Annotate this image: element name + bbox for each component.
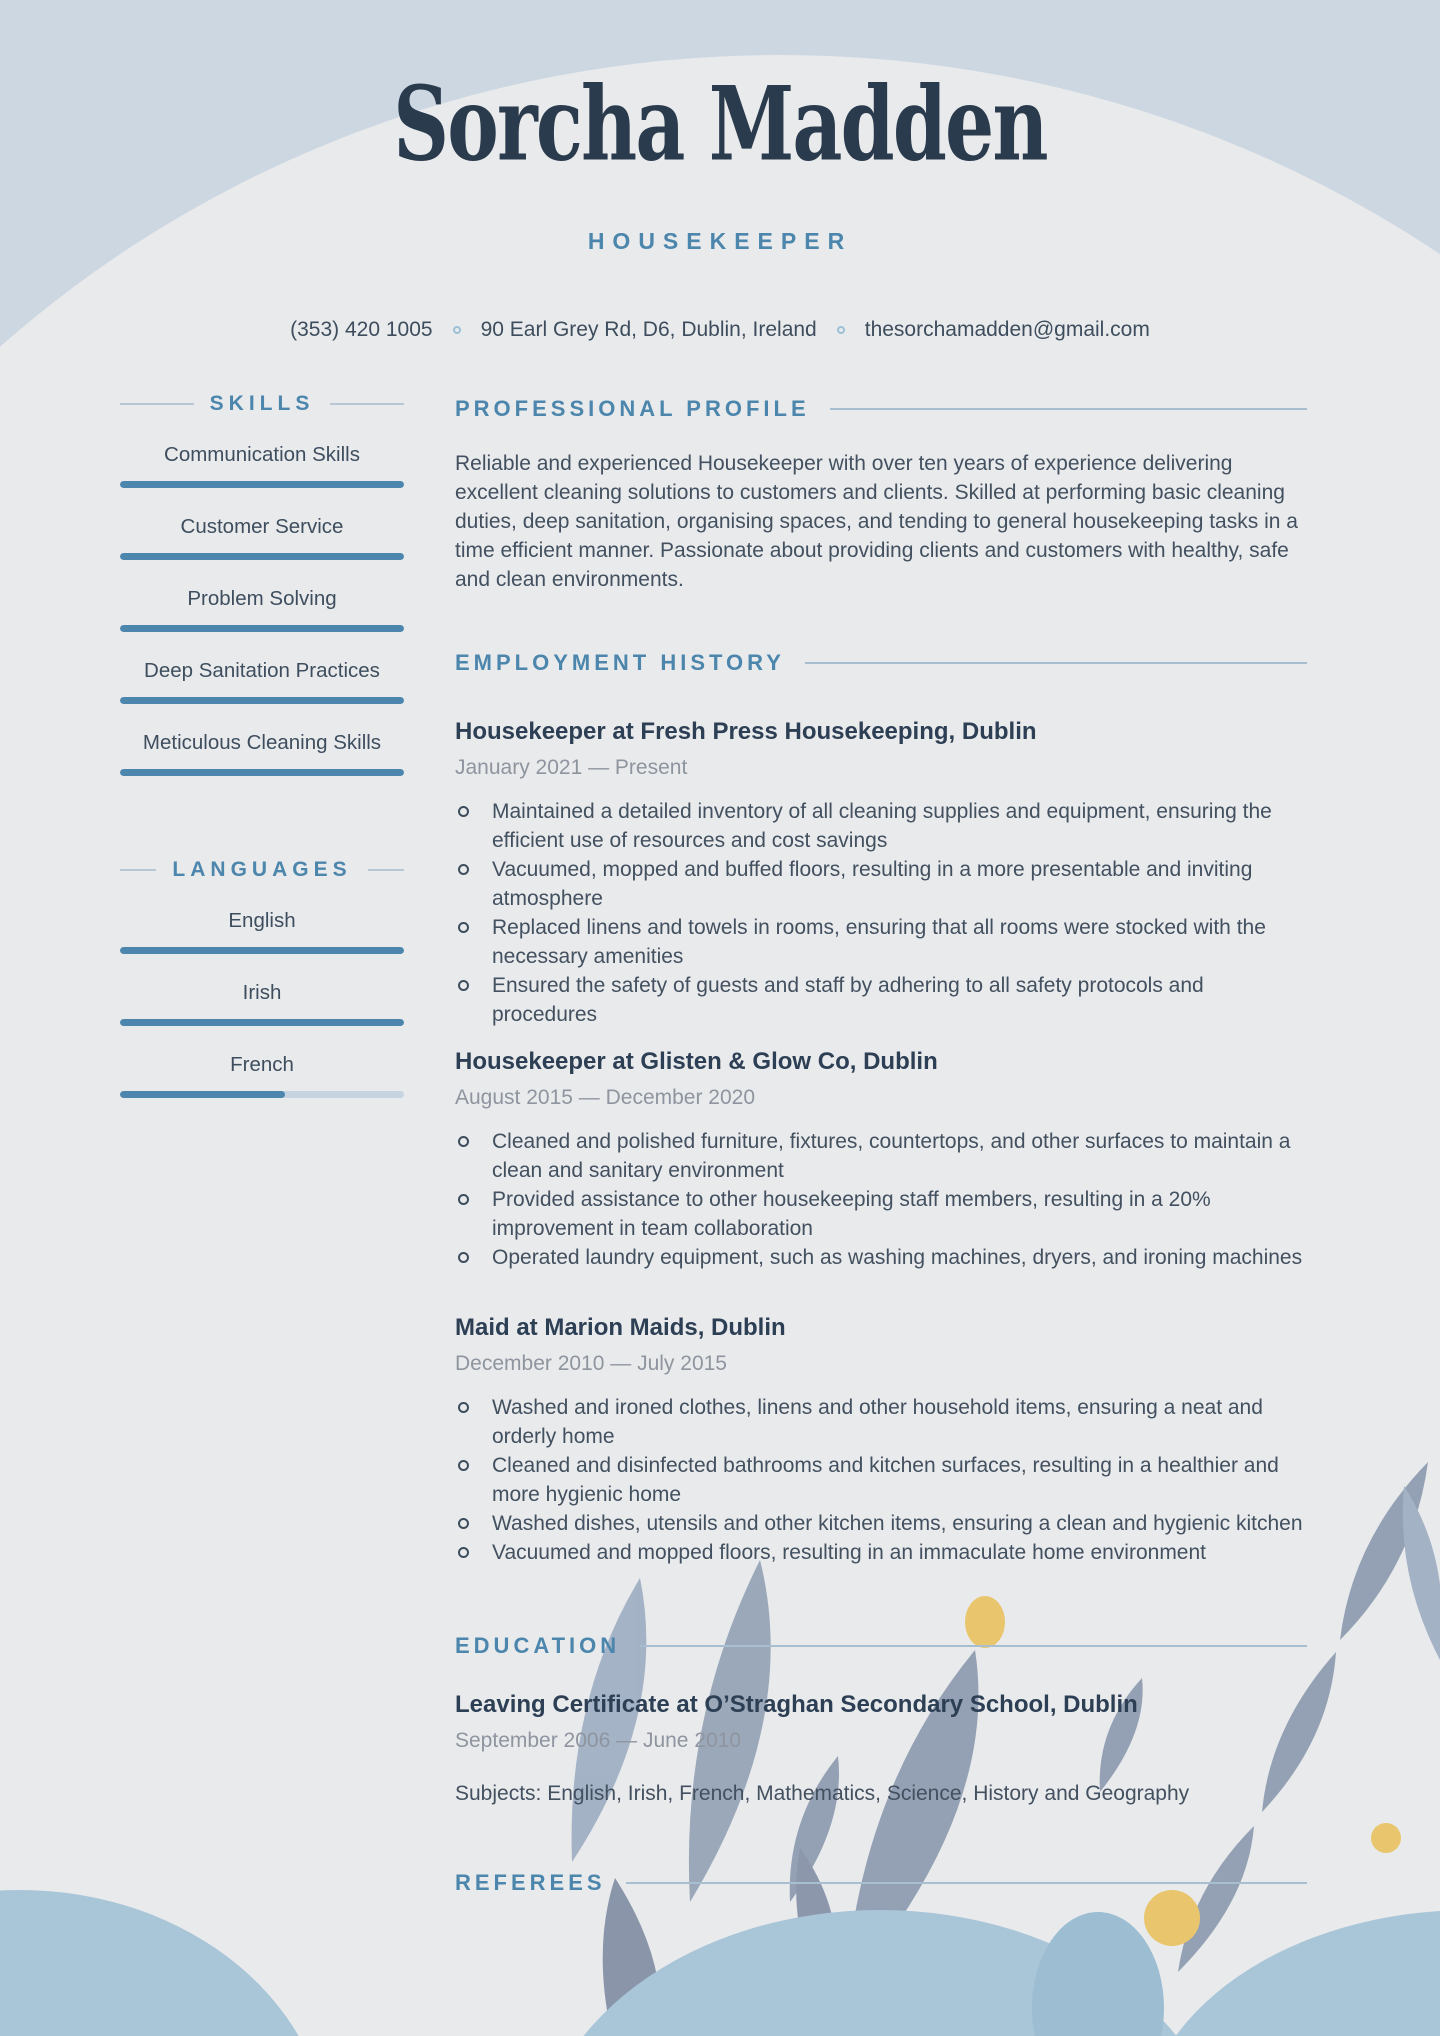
skill-label: Communication Skills — [164, 443, 360, 466]
skill-bar — [120, 553, 404, 560]
referees-heading — [455, 1870, 1307, 1896]
language-item — [120, 1052, 404, 1098]
job-title: Maid at Marion Maids, Dublin — [455, 1314, 786, 1341]
heading-rule — [626, 1882, 1307, 1884]
education-dates: September 2006 — June 2010 — [455, 1729, 742, 1752]
profile-section — [455, 396, 1307, 594]
skill-bar — [120, 697, 404, 704]
separator-dot-icon — [837, 326, 845, 334]
skill-bar — [120, 769, 404, 776]
skill-item — [120, 586, 404, 632]
skill-label: Deep Sanitation Practices — [144, 659, 380, 682]
job-dates: August 2015 — December 2020 — [455, 1086, 756, 1109]
employment-heading-label: EMPLOYMENT HISTORY — [455, 650, 785, 675]
job-bullet: Vacuumed and mopped floors, resulting in an immaculate home environment — [455, 1538, 1307, 1567]
phone-number: (353) 420 1005 — [290, 318, 433, 341]
education-heading-label: EDUCATION — [455, 1633, 621, 1658]
job-title: Housekeeper at Glisten & Glow Co, Dublin — [455, 1048, 938, 1075]
job-bullet-list — [455, 1127, 1307, 1272]
job-bullet: Maintained a detailed inventory of all cleaning supplies and equipment, ensuring the efficient use of resources and cost savings — [455, 797, 1307, 855]
skill-bar — [120, 481, 404, 488]
heading-rule — [805, 662, 1307, 664]
languages-section — [120, 858, 404, 1098]
languages-heading — [120, 858, 404, 882]
heading-dash-right — [330, 403, 404, 405]
job-entry — [455, 1312, 1307, 1567]
skill-item — [120, 442, 404, 488]
job-dates: January 2021 — Present — [455, 756, 688, 779]
employment-heading — [455, 650, 1307, 676]
job-bullet: Provided assistance to other housekeeping staff members, resulting in a 20% improvement in team collaboration — [455, 1185, 1307, 1243]
education-subjects: Subjects: English, Irish, French, Mathematics, Science, History and Geography — [455, 1782, 1190, 1805]
job-bullet: Washed dishes, utensils and other kitchen items, ensuring a clean and hygienic kitchen — [455, 1509, 1307, 1538]
job-bullet: Ensured the safety of guests and staff by adhering to all safety protocols and procedures — [455, 971, 1307, 1029]
skills-section — [120, 392, 404, 776]
education-heading — [455, 1633, 1307, 1659]
language-item — [120, 980, 404, 1026]
job-dates: December 2010 — July 2015 — [455, 1352, 727, 1375]
job-bullet: Cleaned and disinfected bathrooms and kitchen surfaces, resulting in a healthier and more hygienic home — [455, 1451, 1307, 1509]
job-bullet-list — [455, 1393, 1307, 1567]
skill-item — [120, 730, 404, 776]
education-section — [455, 1633, 1307, 1808]
skill-bar — [120, 625, 404, 632]
language-bar — [120, 1091, 404, 1098]
language-item — [120, 908, 404, 954]
job-bullet: Vacuumed, mopped and buffed floors, resulting in a more presentable and inviting atmosphere — [455, 855, 1307, 913]
contact-row — [0, 318, 1440, 342]
profile-heading — [455, 396, 1307, 422]
referees-heading-label: REFEREES — [455, 1870, 606, 1895]
skill-item — [120, 514, 404, 560]
skills-heading-label: SKILLS — [209, 392, 315, 415]
job-bullet: Washed and ironed clothes, linens and other household items, ensuring a neat and orderly home — [455, 1393, 1307, 1451]
email-address: thesorchamadden@gmail.com — [864, 318, 1150, 341]
education-degree: Leaving Certificate at O’Straghan Secondary School, Dublin — [455, 1691, 1138, 1718]
heading-rule — [830, 408, 1307, 410]
job-entry — [455, 716, 1307, 1029]
referees-section — [455, 1870, 1307, 1896]
heading-dash-left — [120, 869, 156, 871]
job-bullet-list — [455, 797, 1307, 1029]
job-bullet: Cleaned and polished furniture, fixtures, countertops, and other surfaces to maintain a clean and sanitary environment — [455, 1127, 1307, 1185]
language-bar — [120, 947, 404, 954]
skill-item — [120, 658, 404, 704]
job-title: Housekeeper at Fresh Press Housekeeping, Dublin — [455, 718, 1037, 745]
language-label: Irish — [242, 981, 282, 1004]
languages-heading-label: LANGUAGES — [172, 858, 352, 881]
profile-text: Reliable and experienced Housekeeper with over ten years of experience delivering excellent cleaning solutions to customers and clients. Skilled at performing basic cleaning duties, deep sanitation, organising spaces, and tending to general housekeeping tasks in a time efficient manner. Passionate about providing clients and customers with healthy, safe and clean environments. — [455, 452, 1298, 591]
postal-address: 90 Earl Grey Rd, D6, Dublin, Ireland — [480, 318, 817, 341]
skill-label: Customer Service — [180, 515, 344, 538]
heading-dash-right — [368, 869, 404, 871]
job-bullet: Operated laundry equipment, such as washing machines, dryers, and ironing machines — [455, 1243, 1307, 1272]
heading-rule — [640, 1645, 1307, 1647]
separator-dot-icon — [453, 326, 461, 334]
heading-dash-left — [120, 403, 194, 405]
profile-heading-label: PROFESSIONAL PROFILE — [455, 396, 810, 421]
skill-label: Problem Solving — [187, 587, 337, 610]
candidate-name: Sorcha Madden — [393, 63, 1047, 184]
skill-label: Meticulous Cleaning Skills — [142, 731, 382, 754]
skills-heading — [120, 392, 404, 416]
language-bar — [120, 1019, 404, 1026]
job-entry — [455, 1046, 1307, 1272]
language-label: French — [230, 1053, 294, 1076]
employment-section — [455, 650, 1307, 1650]
job-bullet: Replaced linens and towels in rooms, ensuring that all rooms were stocked with the necessary amenities — [455, 913, 1307, 971]
language-label: English — [228, 909, 296, 932]
job-role-subtitle: HOUSEKEEPER — [587, 228, 853, 254]
